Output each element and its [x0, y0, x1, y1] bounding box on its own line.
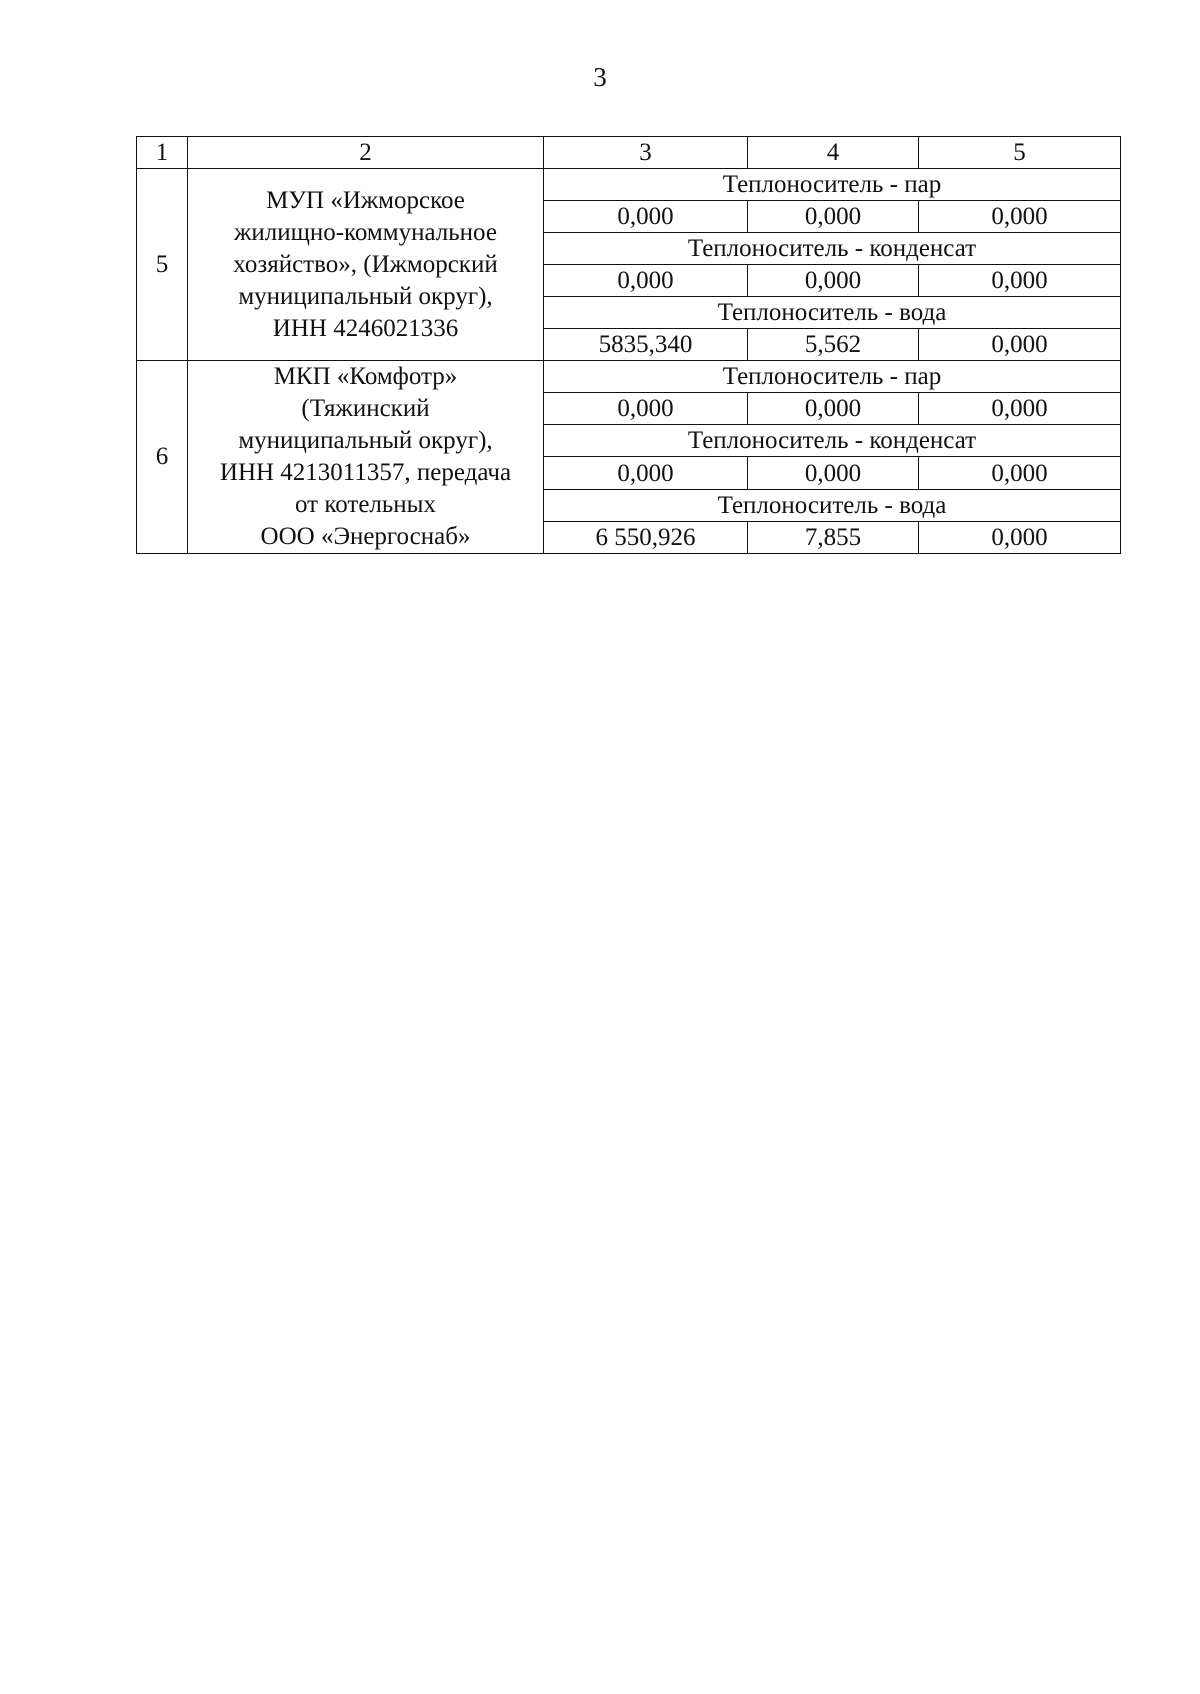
coolant-label: Теплоноситель - конденсат: [544, 425, 1121, 457]
row-number: 5: [137, 169, 188, 361]
table-row: [137, 361, 1121, 393]
organization-cell: [188, 361, 544, 554]
value-cell: 0,000: [544, 201, 748, 233]
value-cell: 0,000: [919, 329, 1121, 361]
value-cell: 0,000: [544, 265, 748, 297]
organization-line: муниципальный округ),: [238, 282, 493, 310]
value-cell: 0,000: [748, 457, 919, 489]
page-number: 3: [593, 62, 607, 92]
organization-line: ООО «Энергоснаб»: [260, 523, 471, 550]
organization-cell: [188, 169, 544, 361]
value-cell: 5835,340: [544, 329, 748, 361]
organization-line: муниципальный округ),: [238, 427, 493, 454]
value-cell: 0,000: [919, 521, 1121, 553]
value-cell: 7,855: [748, 521, 919, 553]
value-cell: 0,000: [748, 265, 919, 297]
header-cell-2: 2: [188, 137, 544, 169]
coolant-label: Теплоноситель - пар: [544, 169, 1121, 201]
tariff-table: [136, 136, 1121, 554]
header-cell-1: 1: [137, 137, 188, 169]
coolant-label: Теплоноситель - пар: [544, 361, 1121, 393]
value-cell: 0,000: [919, 265, 1121, 297]
header-cell-3: 3: [544, 137, 748, 169]
value-cell: 5,562: [748, 329, 919, 361]
header-cell-4: 4: [748, 137, 919, 169]
organization-line: ИНН 4213011357, передача: [219, 459, 512, 486]
value-cell: 0,000: [919, 201, 1121, 233]
value-cell: 0,000: [919, 457, 1121, 489]
table-row: [137, 169, 1121, 201]
value-cell: 0,000: [544, 457, 748, 489]
value-cell: 0,000: [748, 393, 919, 425]
organization-line: жилищно-коммунальное: [234, 218, 497, 246]
organization-line: хозяйство», (Ижморский: [233, 250, 498, 278]
value-cell: 0,000: [748, 201, 919, 233]
organization-line: от котельных: [295, 491, 436, 518]
organization-line: (Тяжинский: [301, 395, 430, 422]
organization-line: МУП «Ижморское: [266, 186, 465, 214]
value-cell: 6 550,926: [544, 521, 748, 553]
organization-line: ИНН 4246021336: [272, 314, 459, 342]
organization-line: МКП «Комфотр»: [273, 363, 458, 390]
header-row: [137, 137, 1121, 169]
header-cell-5: 5: [919, 137, 1121, 169]
value-cell: 0,000: [919, 393, 1121, 425]
coolant-label: Теплоноситель - вода: [544, 489, 1121, 521]
coolant-label: Теплоноситель - конденсат: [544, 233, 1121, 265]
row-number: 6: [137, 361, 188, 554]
value-cell: 0,000: [544, 393, 748, 425]
coolant-label: Теплоноситель - вода: [544, 297, 1121, 329]
